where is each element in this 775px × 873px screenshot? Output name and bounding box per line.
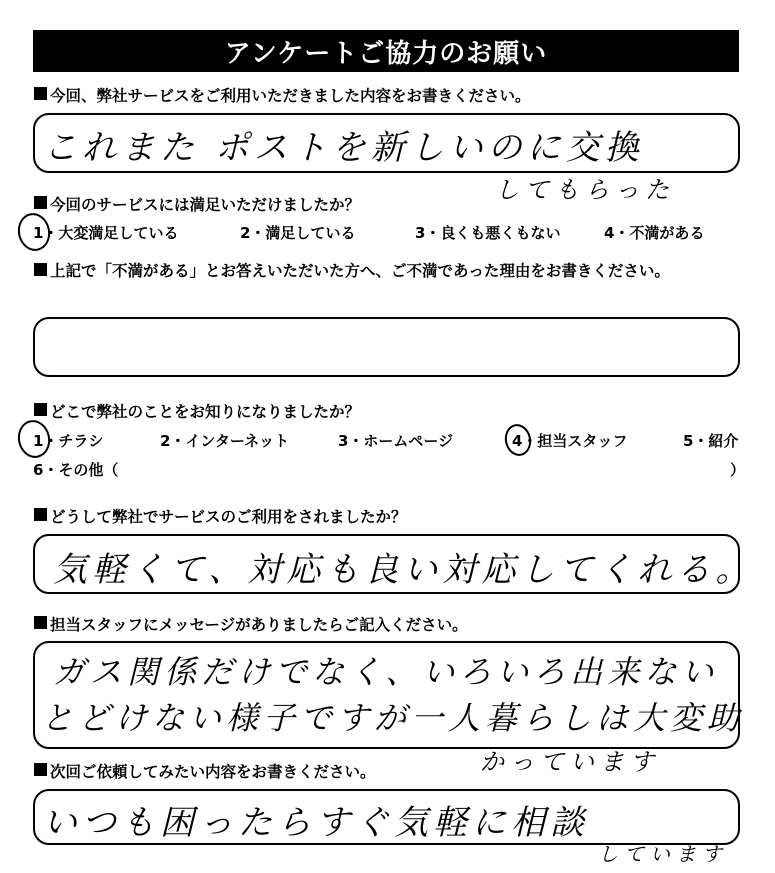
answer-7-continuation: しています [598, 842, 728, 866]
question-6-label: 担当スタッフにメッセージがありましたらご記入ください。 [50, 616, 468, 634]
question-2-label: 今回のサービスには満足いただけましたか？ [50, 196, 361, 214]
answer-box-3[interactable] [33, 317, 740, 377]
bullet-square-icon [34, 196, 47, 209]
answer-6-line-1: ガス関係だけでなく、いろいろ出来ない [53, 653, 719, 691]
question-3 [34, 260, 746, 282]
question-2 [34, 193, 360, 215]
question-1 [34, 84, 531, 106]
question-7 [34, 760, 376, 782]
bullet-square-icon [34, 87, 47, 100]
bullet-square-icon [34, 763, 47, 776]
answer-box-5[interactable] [33, 534, 755, 594]
answer-6-line-2: とどけない様子ですが一人暮らしは大変助 [41, 699, 745, 737]
question-4-label: どこで弊社のことをお知りになりましたか？ [50, 403, 361, 421]
bullet-square-icon [34, 263, 47, 276]
q2-option-4[interactable]: 4・不満がある [604, 224, 705, 242]
selection-circle-mark [14, 417, 53, 461]
answer-7-text: いつも困ったらすぐ気軽に相談 [43, 803, 589, 843]
q4-option-6-close: ） [730, 461, 746, 479]
selection-circle-mark [14, 210, 53, 254]
answer-1-text: これまた ポストを新しいのに交換 [43, 128, 644, 168]
bullet-square-icon [34, 508, 47, 521]
question-5 [34, 505, 407, 527]
answer-box-6[interactable] [33, 641, 745, 749]
q4-option-4[interactable]: 4・担当スタッフ [512, 432, 628, 450]
answer-1-continuation: してもらった [495, 176, 675, 204]
bullet-square-icon [34, 616, 47, 629]
question-5-label: どうして弊社でサービスのご利用をされましたか？ [50, 508, 407, 526]
question-6 [34, 613, 468, 635]
question-3-label: 上記で「不満がある」とお答えいただいた方へ、ご不満であった理由をお書きください。 [50, 262, 670, 280]
q2-option-2[interactable]: 2・満足している [240, 224, 356, 242]
q4-option-1[interactable]: 1・チラシ [33, 432, 104, 450]
q4-option-6[interactable]: 6・その他（ [33, 461, 119, 479]
question-1-label: 今回、弊社サービスをご利用いただきました内容をお書きください。 [50, 87, 531, 105]
answer-box-1[interactable] [33, 113, 740, 173]
q2-option-1[interactable]: 1・大変満足している [33, 224, 179, 242]
answer-box-7[interactable] [33, 789, 740, 845]
selection-circle-mark [502, 422, 534, 459]
q4-option-3[interactable]: 3・ホームページ [338, 432, 454, 450]
question-7-label: 次回ご依頼してみたい内容をお書きください。 [50, 763, 376, 781]
answer-5-text: 気軽くて、対応も良い対応してくれる。 [53, 550, 755, 590]
answer-6-line-3: かっています [480, 748, 660, 776]
q4-option-2[interactable]: 2・インターネット [160, 432, 290, 450]
q2-option-3[interactable]: 3・良くも悪くもない [415, 224, 561, 242]
question-4 [34, 400, 360, 422]
q4-option-5[interactable]: 5・紹介 [683, 432, 739, 450]
bullet-square-icon [34, 403, 47, 416]
page-title: アンケートご協力のお願い [33, 30, 739, 72]
